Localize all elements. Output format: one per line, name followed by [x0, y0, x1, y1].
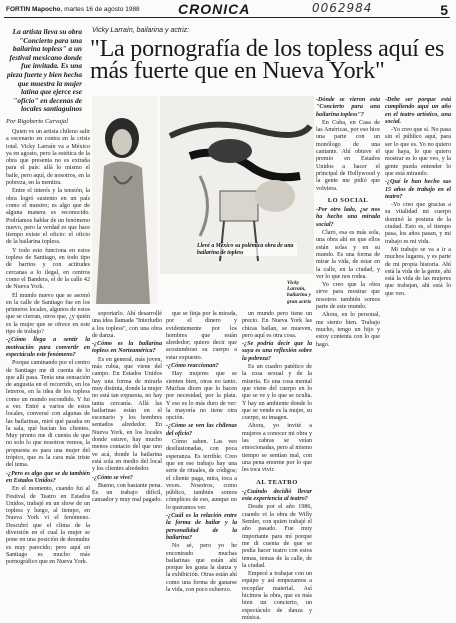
paragraph: -Yo creo que gracias a su vitalidad mi cuerpo dominó la postura de la ciudad. Esto es, el tiempo pasa, los años pasan, y mi trabajo es mi vida.	[385, 202, 451, 245]
paragraph: Porque caminando por el centro de Santiago me di cuenta de lo que allí pasa. Tenía una sensación de angustia en el recorrido, en los letreros, en la idea de los topless como un mundo escondido. Y fui a ver. Entré a varios de estos locales, conversé con algunas de las bailarinas, miré qué pasaba en la sala, qué hacían los clientes. Muy pronto me di cuenta de que no solo lo que nosotros vemos, la propuesta es para una mujer del trópico, que es la cara más triste del tema.	[6, 360, 90, 469]
subheading-al-teatro: AL TEATRO	[256, 478, 298, 486]
paragraph: Desde por el año 1986, cuando vi la obra de Willy Semler, con quien trabajé el año pasado. Fue muy importante para mí porque me di cuenta de que se podía hacer teatro con estos temas, temas de la calle, de la ciudad.	[242, 504, 312, 569]
paragraph: -Yo creo que sí. No pasa sin el público aquí, para ser lo que es. Yo no quiero que haya, lo que quiero mostrar es lo que veo, y la gente pueda entender lo que está mirando.	[385, 127, 451, 177]
masthead-source	[6, 6, 140, 13]
paragraph: que se finja por la mirada, por el dinero y evidentemente por los hombres que están alrededor; quiero decir que acostumbran su cuerpo a estar expuesto.	[166, 311, 237, 361]
paragraph: Ahora, en lo personal, me siento bien. Trabajo mucho, tengo un hijo y estoy contenta con lo que hago.	[316, 312, 380, 348]
question: -¿Cómo llega a sentir la motivación para convertir en espectáculo este fenómeno?	[6, 337, 90, 358]
paragraph: Entre el interés y la tensión, la obra logró sustento en un país como el nuestro; es algo que de alguna manera es reconocido. Podríamos hablar de un fenómeno nuevo, pero la verdad es que hace tiempo existe el oficio: el oficio de la bailarina topless.	[6, 188, 90, 246]
question: -¿Pero es algo que se da también en Estados Unidos?	[6, 470, 90, 484]
paragraph: No sé, pero yo he encontrado muchas bailarinas que están ahí porque les gusta la danza y la exhibición. Otras están ahí como una forma de ganarse la vida, con poco esfuerzo.	[166, 543, 237, 593]
question: -Dónde se vieron esta "Concierto para una bailarina topless"?	[316, 97, 380, 118]
paragraph: Yo creo que la obra sirve para mostrar que nosotros también somos parte de este mundo.	[316, 282, 380, 311]
portrait-caption: Vicky Larraín, bailarina y gran actriz	[287, 280, 312, 305]
paragraph: El mundo nuevo que se asomó en la calle de Santiago fue en los primeros locales, algunos de estos que se cierran, otros que, ¿y quién es la mujer que se ofrece en este tipo de trabajo?	[6, 292, 90, 336]
paragraph: Es un cuadro patético de la cosa sexual y de la miseria. Es una cosa mental que viene del cuerpo en lo que se ve y lo que se oculta. Y hay un ambiente donde lo que se vende es la mujer, su cuerpo, su imagen.	[242, 364, 312, 422]
paragraph: Bueno, con bastante pena. Es un trabajo difícil, cansador y muy mal pagado.	[92, 482, 162, 504]
portrait-image	[92, 96, 158, 304]
column-c	[166, 311, 237, 595]
photo-caption: Llevé a México su polémica obra de una bailarina de topless	[197, 243, 297, 256]
publication-name: FORTIN Mapocho	[6, 6, 61, 13]
subheading-lo-social: LO SOCIAL	[327, 196, 369, 204]
byline: Por Rigoberto Carvajal	[6, 118, 69, 125]
paragraph: Y todo esto funciona en estos topless de Santiago, en todo tipo de barrios y con actitudes cercanas a lo ilegal, en centros como el Bandera, el de la calle 42 de Nueva York.	[6, 247, 90, 291]
article-lead: La artista lleva su obra "Concierto para una bailarina topless" a un festival mexicano donde fue invitada. Es una pieza fuerte y bien hecha que muestra la mujer latina que ejerce ese "oficio" en decenas de locales santiaguinos	[7, 27, 82, 114]
question: -Debe ser porque está cumpliendo aquí un año en el teatro artístico, una social.	[385, 97, 451, 125]
paragraph: Hay mujeres que se sienten bien, otras no tanto. Muchas dicen que lo hacen por necesidad, por la plata. Y eso es lo más duro de ver: la mayoría no tiene otra opción.	[166, 371, 237, 422]
page-number: 5	[440, 2, 448, 18]
paragraph: Claro, esa es más sola, una obra ahí en que ellos están solas y en su mundo. Es una forma de mirar la vida, de estar en la calle, en la ciudad, y ver lo que nos rodea.	[316, 230, 380, 280]
question: -¿Se podría decir que la suya es una reflexión sobre la pobreza?	[242, 341, 312, 362]
portrait-photo	[92, 96, 158, 304]
question: -¿Cómo es la bailarina topless en Norteamérica?	[92, 341, 162, 355]
kicker: Vicky Larraín, bailarina y actriz:	[92, 27, 190, 34]
section-title: CRONICA	[178, 1, 251, 17]
paragraph: Ahora, yo invité a mujeres a conocer mi obra y las cabras se veían emocionadas, pero al mismo tiempo se sentían mal, con una pena enorme por lo que les toca vivir.	[242, 423, 312, 474]
paragraph: En Cuba, en Casa de las Américas, por eso hice una parte con un monólogo de una cantante. Ahí obtuve el premio en Estados Unidos a hacer el principal de Hollywood y la gente me pidió que volviera.	[316, 119, 380, 192]
question: -¿Cómo reaccionan?	[166, 363, 219, 370]
column-d	[242, 311, 312, 623]
paragraph: un mundo pero tiene un precio. En Nueva York las chicas bailan, se mueven, pero aquí es otra cosa.	[242, 311, 312, 339]
paragraph: soportarlo. Ahí desarrollé una idea llamada "Interludio a los topless", con una obra de danza.	[92, 311, 162, 339]
column-a	[6, 129, 90, 568]
paragraph: Cómo saben. Las veo desilusionadas, con poca esperanza. Es terrible. Creo que en ese trabajo hay una serie de rituales, de códigos; el cliente paga, mira, toca a veces. Nosotros, como público, también somos cómplices de eso, aunque no lo queramos ver.	[166, 439, 237, 511]
column-e	[316, 97, 380, 350]
paragraph: Es en general, más joven, más rubia, que viene del campo. En Estados Unidos hay una forma de mirarla muy distinta, donde la mujer no está tan expuesta, no hay tanta cercanía. Allá las bailarinas están en el escenario y los hombres sentados alrededor. En Nueva York, en los locales donde estuve, hay mucho menos contacto del que uno ve acá, donde la bailarina está sola en medio del local y los clientes alrededor.	[92, 356, 162, 473]
question: -¿Cómo se ven las chilenas del oficio?	[166, 423, 237, 437]
paragraph: Quien ve un artista chileno salir a escenario en contra en la crisis total. Vicky Larraín va a México ya en agosto, pero la estética de la obra que presenta no es extraña para el país: allá lo mismo el baile, pero aquí, de nosotros, en la pobreza, en la mentira.	[6, 129, 90, 187]
question: -¿Cuándo decidió llevar esta experiencia al teatro?	[242, 488, 312, 503]
question: -¿Cómo se vive?	[92, 474, 133, 481]
handwritten-code: 0062984	[312, 1, 373, 15]
paragraph: En el momento, cuando fui al Festival de Teatro en Estados Unidos, trabajé en un show de un topless y luego, al tiempo, en Nueva York vi el fenómeno. Descubrí que el clima de la diversión en el cual la mujer se pone en una posición de desnudez es muy parecido; pero aquí en Santiago es mucho más pornográfico que en Nueva York.	[6, 486, 90, 566]
column-f	[385, 97, 451, 299]
column-b	[92, 311, 162, 506]
header-rule	[4, 17, 450, 18]
paragraph: Mi trabajo se va a ir a muchos lugares, y es parte de mi propia historia. Ahí está la vida de la gente, ahí está la vida de las mujeres que trabajan, ahí está lo que veo.	[385, 246, 451, 297]
question: -¿Cuál es la relación entre la forma de bailar y la personalidad de la bailarina?	[166, 513, 237, 541]
publication-date: , martes 16 de agosto 1988	[60, 6, 140, 13]
paragraph: Empecé a trabajar con un equipo y así empezamos a recopilar material. Así hicimos la obra, que es más bien un concierto, un espectáculo de danza y música.	[242, 571, 312, 621]
question: -¿Qué le han hecho sus 15 años de trabajo en el teatro?	[385, 179, 451, 200]
question: -Por otro lado, ¿se nos ha hecho una mirada social?	[316, 207, 380, 228]
headline: "La pornografía de los topless aquí es más fuerte que en Nueva York"	[90, 36, 445, 84]
